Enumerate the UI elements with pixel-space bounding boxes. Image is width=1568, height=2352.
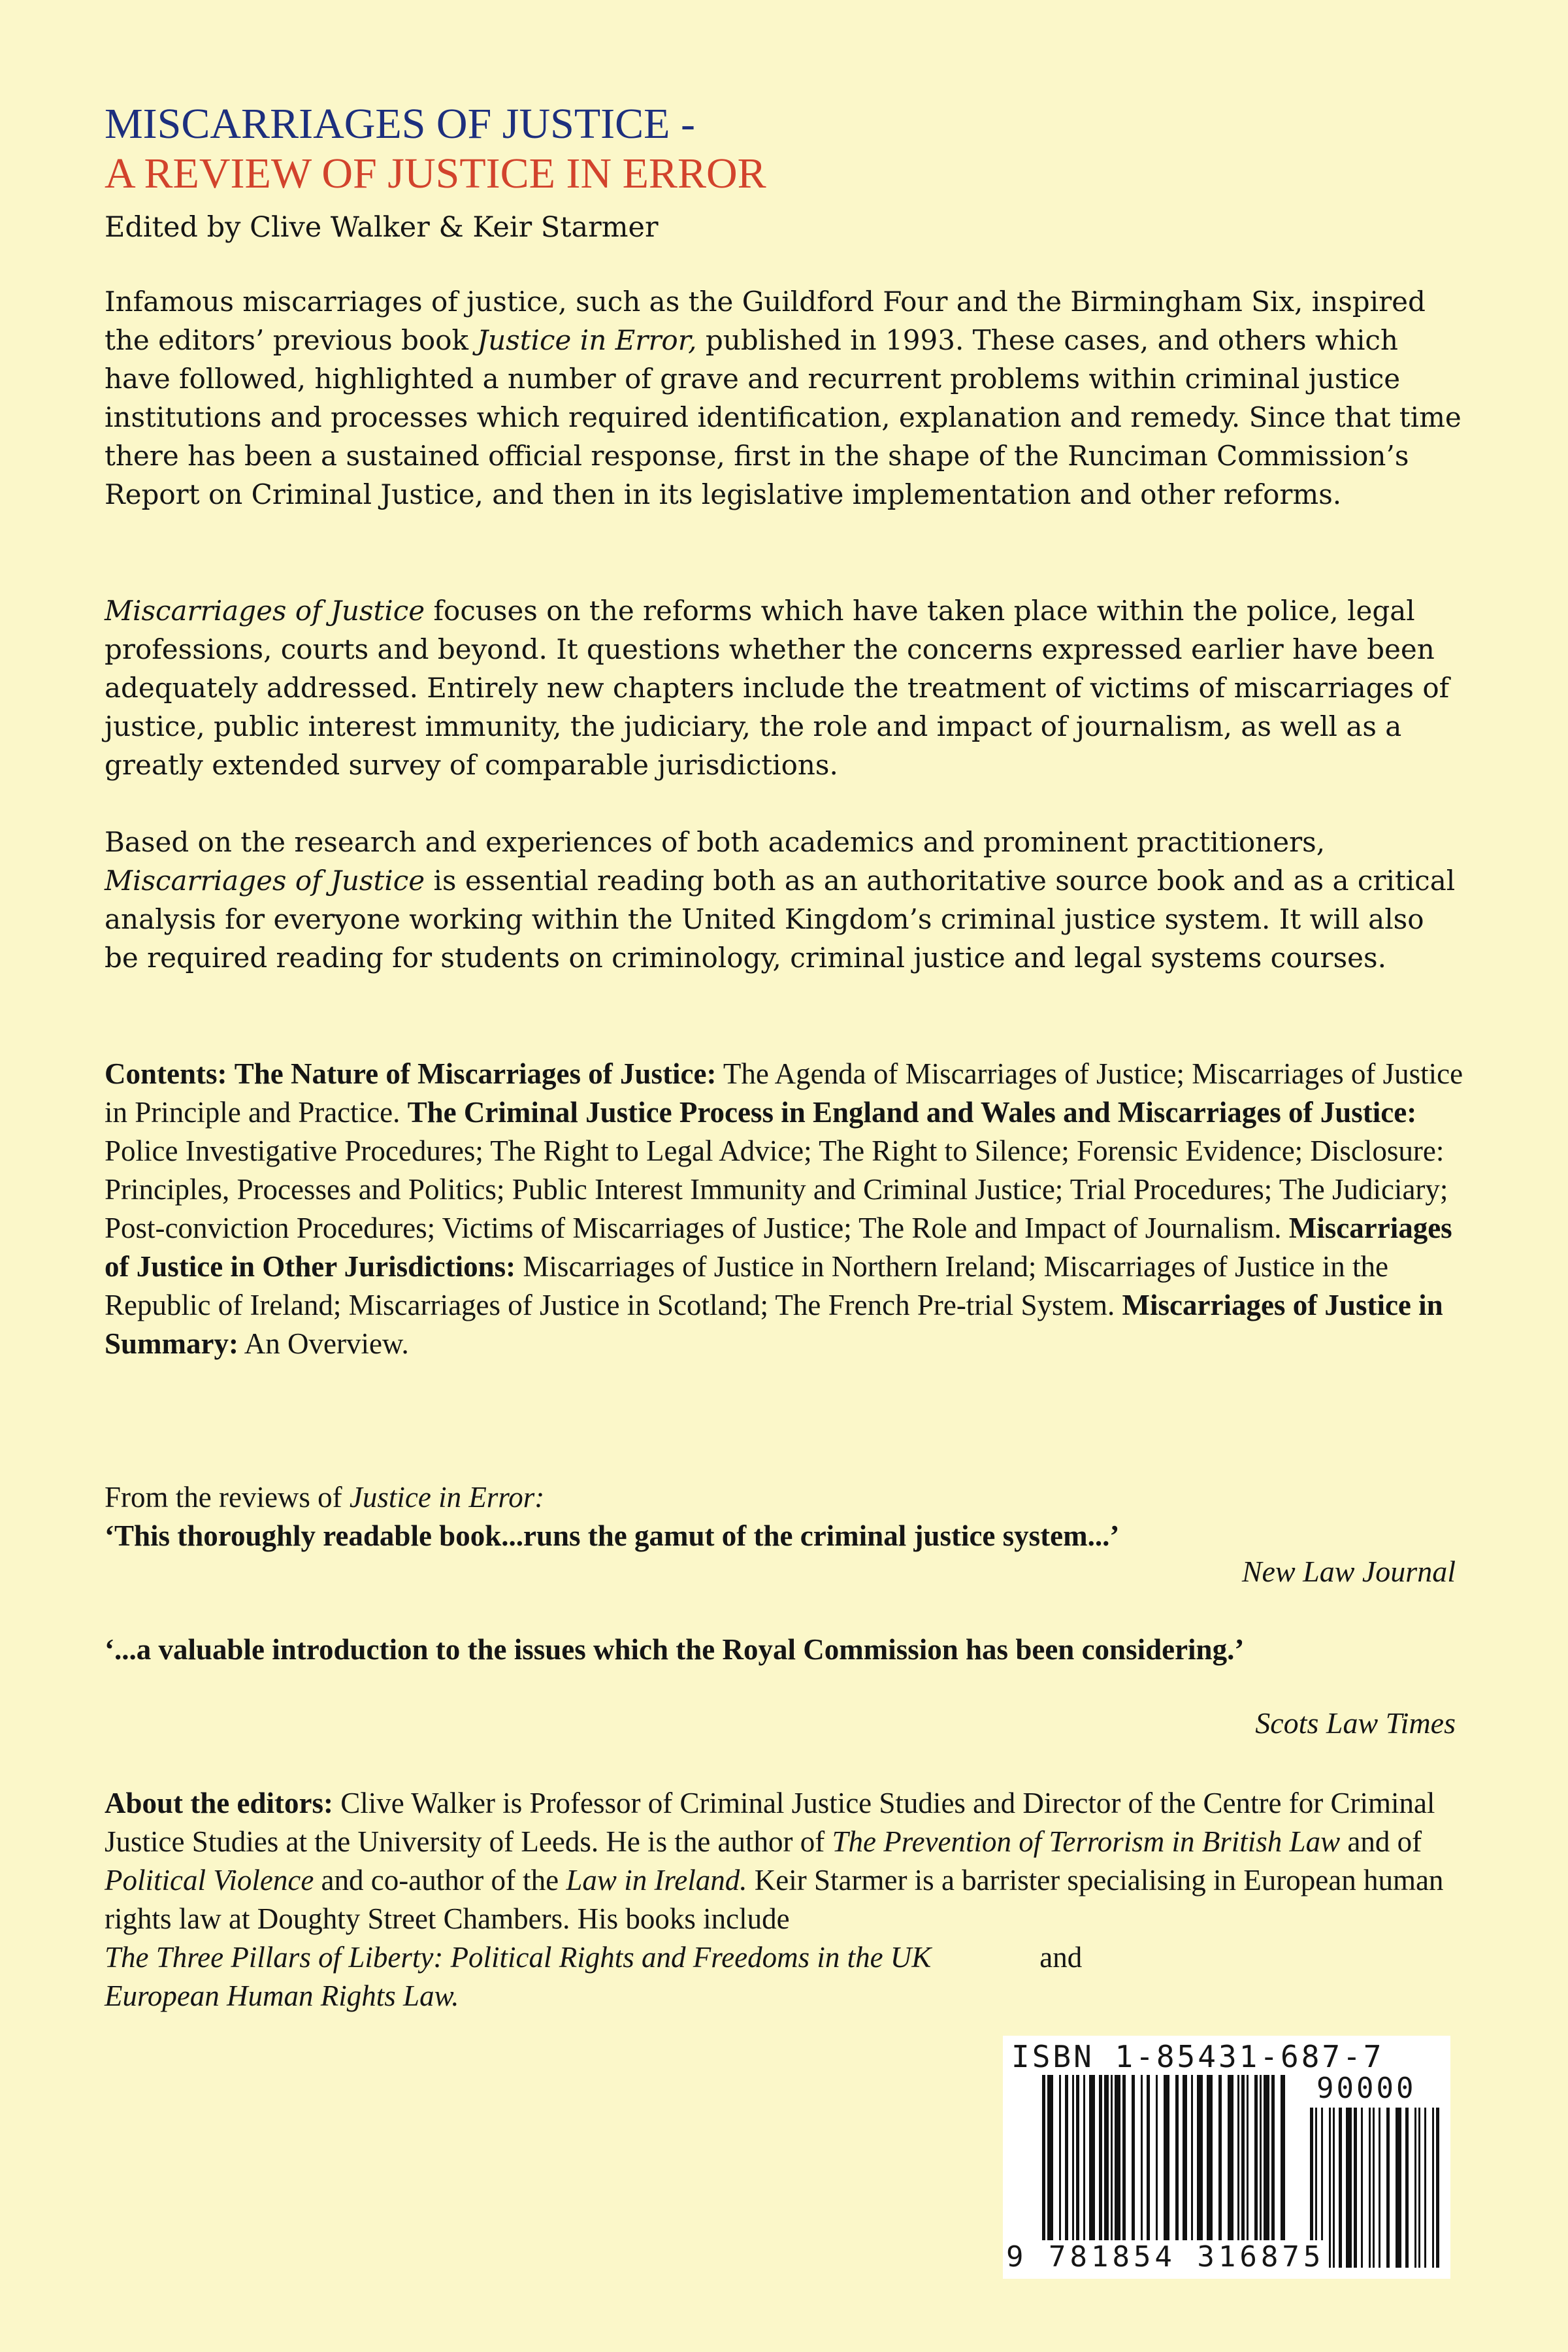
contents-label: Contents: bbox=[105, 1057, 227, 1090]
quote-text: ‘This thoroughly readable book...runs the gamut of the criminal justice system...’ bbox=[105, 1519, 1120, 1552]
contents-part-heading: Miscarriages of Justice in Summary: bbox=[105, 1289, 1443, 1360]
addon-bar bbox=[1333, 2108, 1335, 2268]
barcode-bar bbox=[1122, 2075, 1126, 2243]
text-run: and co-author of the bbox=[314, 1864, 566, 1897]
barcode-bar bbox=[1089, 2075, 1095, 2243]
book-title-italic: European Human Rights Law. bbox=[105, 1979, 459, 2012]
addon-bar bbox=[1436, 2108, 1439, 2268]
addon-bar bbox=[1432, 2108, 1434, 2268]
barcode-bar bbox=[1207, 2075, 1213, 2243]
book-title-italic: Miscarriages of Justice bbox=[105, 865, 425, 897]
barcode-bar bbox=[1197, 2075, 1203, 2243]
title-line-2: A REVIEW OF JUSTICE IN ERROR bbox=[105, 150, 766, 197]
text-run: Infamous miscarriages of justice, such as the Guildford Four and the Birmingham Six, inspired the editors’ previous book bbox=[105, 286, 1426, 356]
barcode-bar bbox=[1156, 2075, 1158, 2243]
barcode-bar bbox=[1115, 2075, 1120, 2243]
title-line-1: MISCARRIAGES OF JUSTICE - bbox=[105, 100, 695, 148]
addon-bar bbox=[1339, 2108, 1342, 2268]
addon-bar bbox=[1361, 2108, 1363, 2268]
barcode-bar bbox=[1271, 2075, 1275, 2243]
barcode-bar bbox=[1264, 2075, 1269, 2243]
quote-text: ‘...a valuable introduction to the issues which the Royal Commission has been considering.’ bbox=[105, 1633, 1245, 1666]
book-title-italic: The Prevention of Terrorism in British Law bbox=[832, 1825, 1341, 1858]
text-run: and bbox=[1032, 1941, 1083, 1974]
addon-bar bbox=[1346, 2108, 1352, 2268]
barcode-bar bbox=[1147, 2075, 1150, 2243]
barcode-bar bbox=[1083, 2075, 1085, 2243]
text-run: Based on the research and experiences of both academics and prominent practitioners, bbox=[105, 826, 1326, 858]
barcode-bar bbox=[1218, 2075, 1222, 2243]
addon-bar bbox=[1373, 2108, 1375, 2268]
barcode-bar bbox=[1065, 2075, 1068, 2243]
addon-bar bbox=[1379, 2108, 1380, 2268]
addon-bar bbox=[1424, 2108, 1426, 2268]
book-title-italic: Law in Ireland. bbox=[566, 1864, 747, 1897]
barcode-bar bbox=[1281, 2075, 1285, 2243]
barcode-bar bbox=[1175, 2075, 1179, 2243]
addon-bar bbox=[1414, 2108, 1416, 2268]
barcode-bar bbox=[1111, 2075, 1113, 2243]
addon-bar bbox=[1369, 2108, 1371, 2268]
addon-barcode-bars bbox=[1310, 2108, 1439, 2268]
addon-bar bbox=[1396, 2108, 1401, 2268]
barcode-bar bbox=[1076, 2075, 1079, 2243]
barcode-bar bbox=[1241, 2075, 1245, 2243]
text-run: Clive Walker is Professor of Criminal Justice Studies and Director of the Centre for Criminal Justice Studies at the University of Leeds. He is the author of bbox=[105, 1787, 1435, 1858]
barcode-bar bbox=[1141, 2075, 1143, 2243]
barcode-bar bbox=[1183, 2075, 1187, 2243]
text-run: From the reviews of bbox=[105, 1481, 350, 1514]
barcode-bar bbox=[1059, 2075, 1061, 2243]
review-source-2: Scots Law Times bbox=[1255, 1706, 1456, 1740]
contents-part-heading: Miscarriages of Justice in Other Jurisdictions: bbox=[105, 1212, 1452, 1283]
editors-credit: Edited by Clive Walker & Keir Starmer bbox=[105, 211, 659, 244]
price-addon-digits: 90000 bbox=[1316, 2072, 1416, 2105]
barcode-bar bbox=[1072, 2075, 1074, 2243]
book-title-italic: The Three Pillars of Liberty: Political Rights and Freedoms in the UK bbox=[105, 1941, 932, 1974]
barcode-bar bbox=[1191, 2075, 1193, 2243]
book-title-italic: Miscarriages of Justice bbox=[105, 595, 425, 627]
barcode-bar bbox=[1164, 2075, 1169, 2243]
isbn-label: ISBN 1-85431-687-7 bbox=[1011, 2039, 1384, 2074]
book-title-italic: Justice in Error, bbox=[477, 324, 697, 356]
ean-barcode-bars bbox=[1042, 2075, 1285, 2243]
barcode-bar bbox=[1260, 2075, 1262, 2243]
text-run: is essential reading both as an authoritative source book and as a critical analysis for everyone working within the United Kingdom’s criminal justice system. It will also be required reading for students on criminology, criminal justice and legal systems courses. bbox=[105, 865, 1456, 974]
text-run: Police Investigative Procedures; The Right to Legal Advice; The Right to Silence; Forensic Evidence; Disclosure: Principles, Processes and Politics; Public Interest Immunity and Criminal Justice; Trial Procedures; The Judiciary; Post-conviction Procedures; Victims of Miscarriages of Justice; The Role and Impact of Journalism. bbox=[105, 1135, 1448, 1244]
addon-bar bbox=[1329, 2108, 1331, 2268]
text-run: The Agenda of Miscarriages of Justice; Miscarriages of Justice in Principle and Practice. bbox=[105, 1057, 1463, 1129]
barcode-bar bbox=[1132, 2075, 1135, 2243]
about-label: About the editors: bbox=[105, 1787, 333, 1819]
text-run: focuses on the reforms which have taken place within the police, legal professions, courts and beyond. It questions whether the concerns expressed earlier have been adequately addressed. Entirely new chapters include the treatment of victims of miscarriages of justice, public interest immunity, the judiciary, the role and impact of journalism, as well as a greatly extended survey of comparable jurisdictions. bbox=[105, 595, 1450, 781]
review-source-1: New Law Journal bbox=[1241, 1555, 1456, 1588]
addon-bar bbox=[1354, 2108, 1357, 2268]
ean-digits: 9 781854 316875 bbox=[1006, 2240, 1325, 2274]
book-title-italic: Political Violence bbox=[105, 1864, 314, 1897]
text-run: An Overview. bbox=[238, 1327, 409, 1360]
addon-bar bbox=[1418, 2108, 1420, 2268]
barcode-bar bbox=[1247, 2075, 1249, 2243]
barcode-bar bbox=[1104, 2075, 1109, 2243]
barcode-bar bbox=[1254, 2075, 1258, 2243]
barcode-bar bbox=[1099, 2075, 1102, 2243]
book-title-italic: Justice in Error: bbox=[349, 1481, 545, 1514]
text-run: Keir Starmer is a barrister specialising in European human rights law at Doughty Street Chambers. His books include bbox=[105, 1864, 1444, 1935]
barcode-bar bbox=[1237, 2075, 1239, 2243]
barcode-bar bbox=[1042, 2075, 1045, 2243]
contents-part-heading: The Criminal Justice Process in England and Wales and Miscarriages of Justice: bbox=[407, 1096, 1417, 1129]
contents-part-heading: The Nature of Miscarriages of Justice: bbox=[234, 1057, 717, 1090]
text-run: Miscarriages of Justice in Northern Ireland; Miscarriages of Justice in the Republic of Ireland; Miscarriages of Justice in Scotland; The French Pre-trial System. bbox=[105, 1250, 1388, 1321]
barcode-bar bbox=[1228, 2075, 1233, 2243]
addon-bar bbox=[1386, 2108, 1390, 2268]
text-run: published in 1993. These cases, and others which have followed, highlighted a number of grave and recurrent problems within criminal justice institutions and processes which required identification, explanation and remedy. Since that time there has been a sustained official response, first in the shape of the Runciman Commission’s Report on Criminal Justice, and then in its legislative implementation and other reforms. bbox=[105, 324, 1462, 510]
text-run: and of bbox=[1340, 1825, 1422, 1858]
addon-bar bbox=[1405, 2108, 1409, 2268]
barcode-bar bbox=[1047, 2075, 1053, 2243]
